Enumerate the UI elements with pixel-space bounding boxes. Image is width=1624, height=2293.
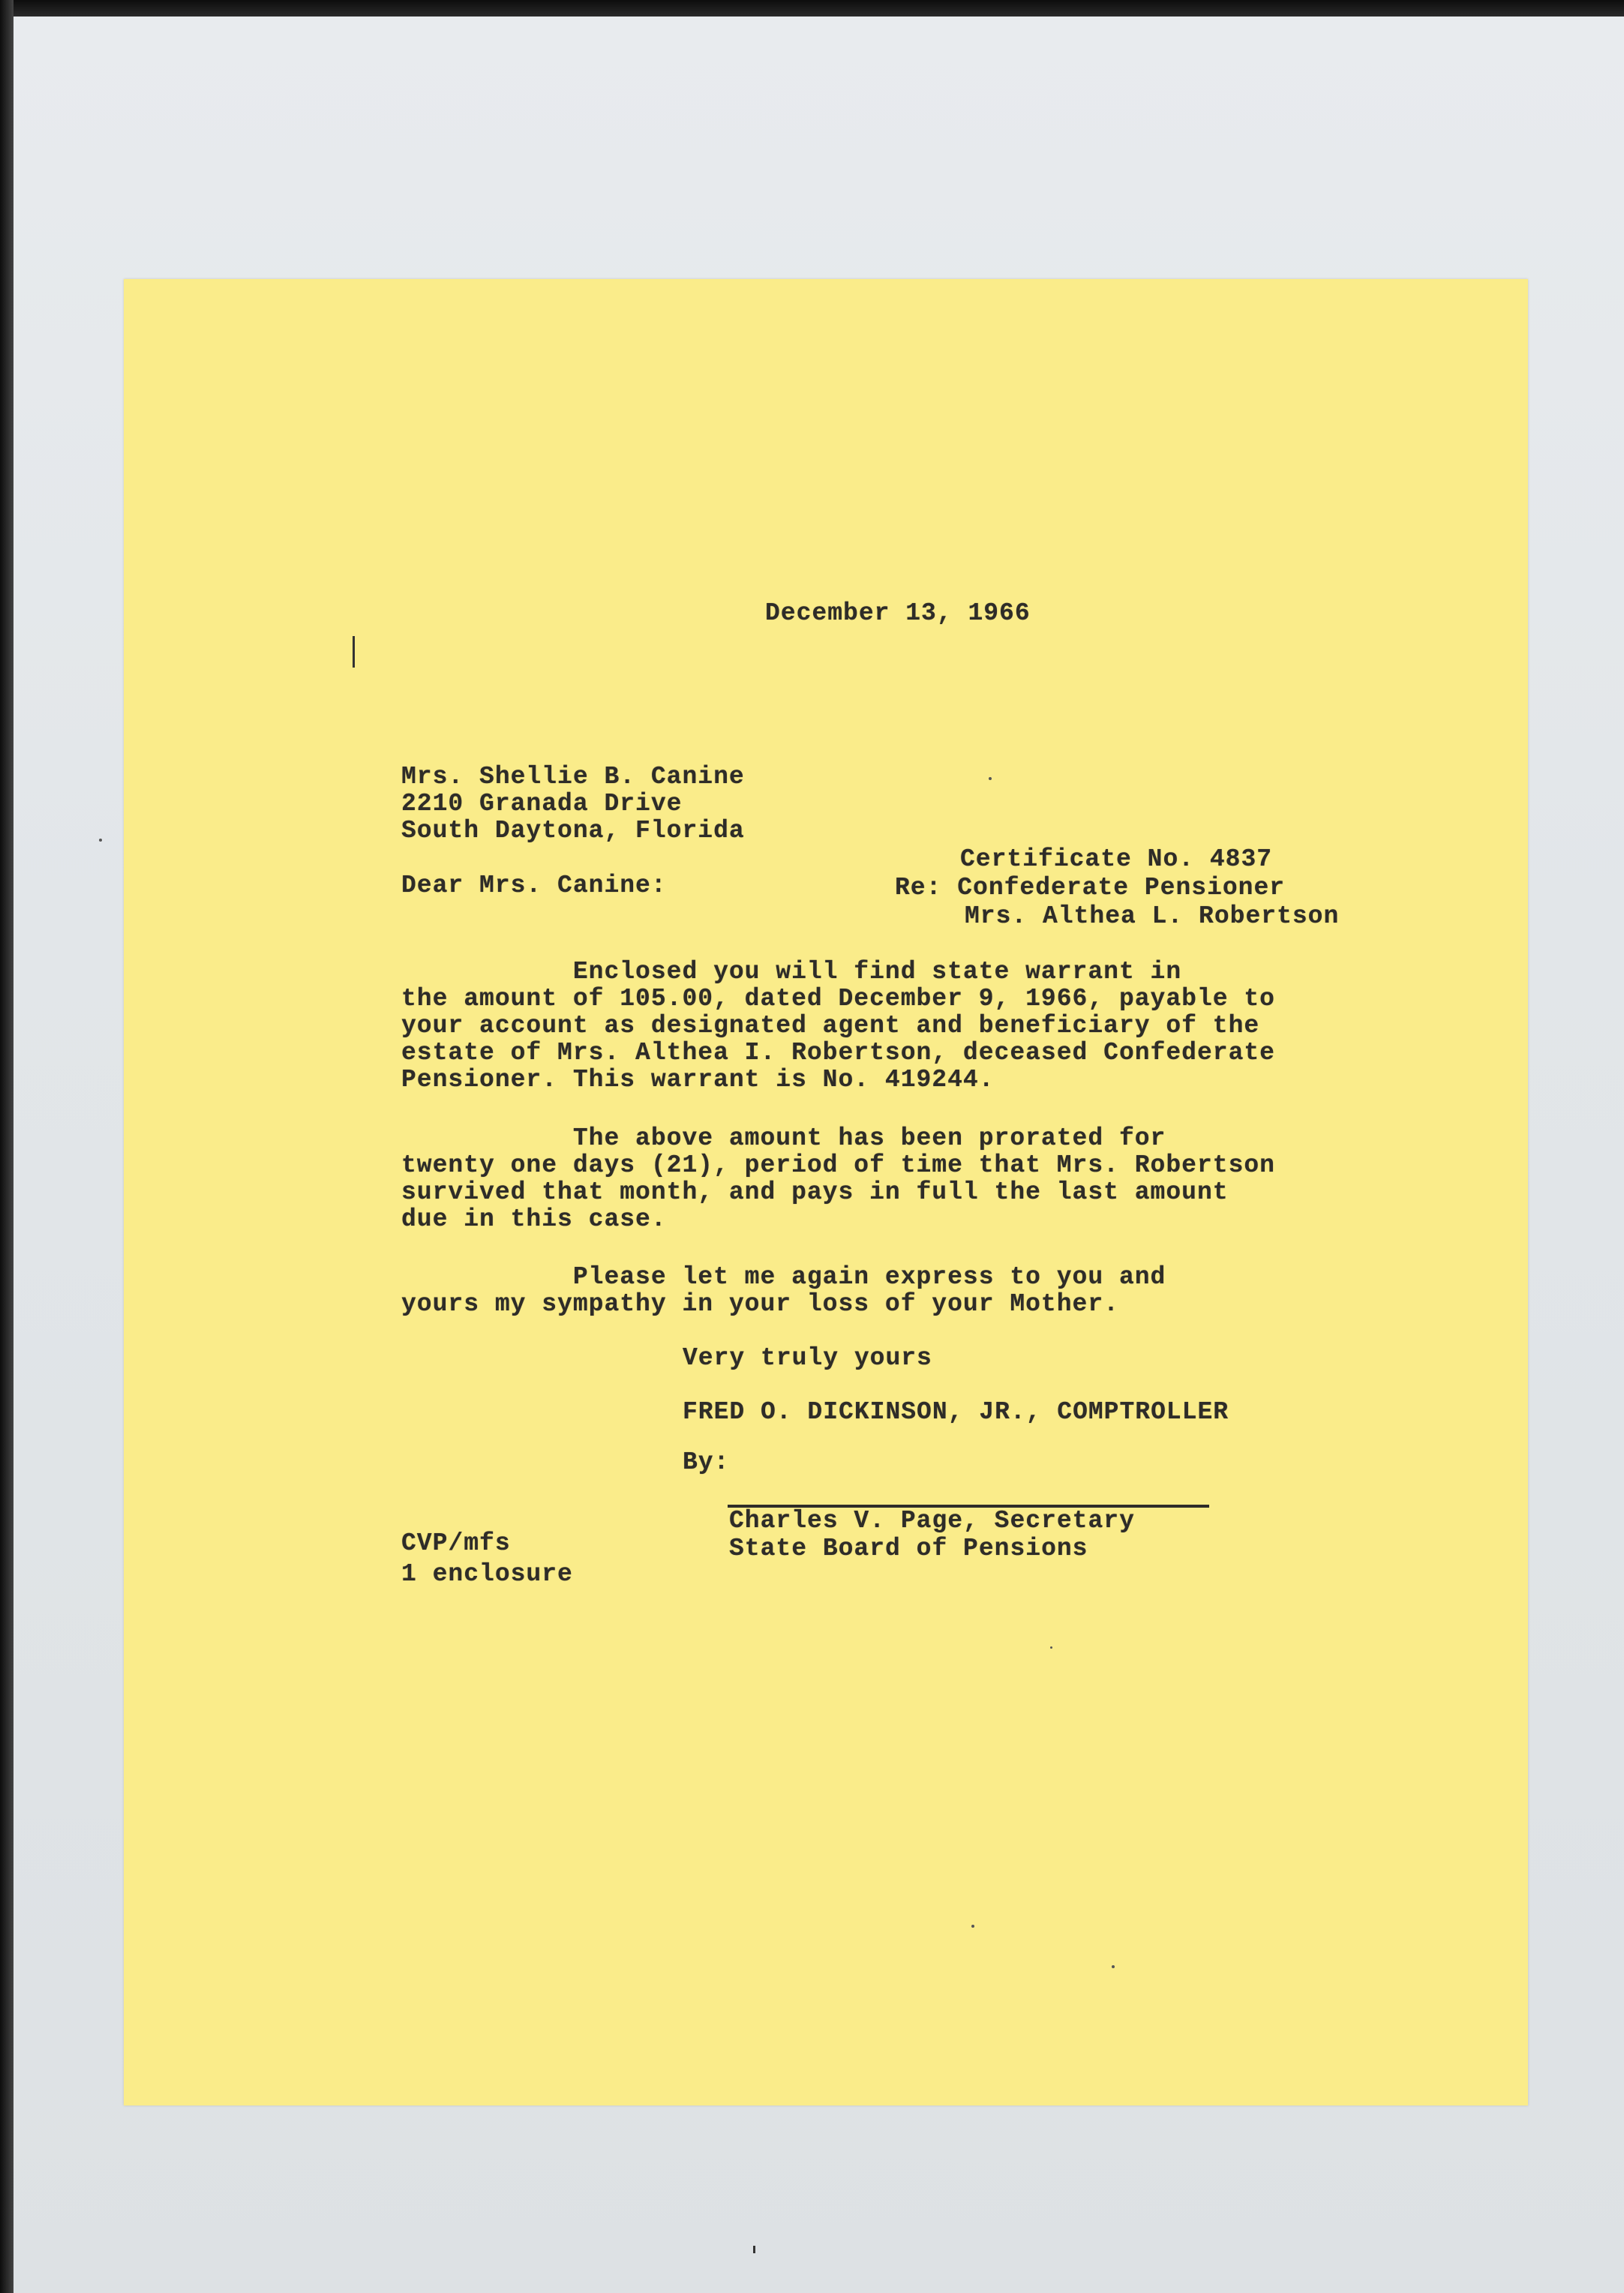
speck-mark <box>1112 1965 1115 1968</box>
typist-initials: CVP/mfs <box>401 1529 511 1557</box>
speck-mark <box>753 2246 755 2253</box>
paragraph-sympathy <box>401 1264 1166 1318</box>
paragraph-line: twenty one days (21), period of time that Mrs. Robertson <box>401 1151 1275 1179</box>
paragraph-line: survived that month, and pays in full the last amount <box>401 1178 1229 1206</box>
paragraph-line: your account as designated agent and beneficiary of the <box>401 1012 1260 1040</box>
scanner-top-edge <box>0 0 1624 17</box>
scanner-left-edge <box>0 0 14 2293</box>
paragraph-line: Pensioner. This warrant is No. 419244. <box>401 1066 995 1094</box>
pencil-mark <box>353 636 355 668</box>
recipient-name: Mrs. Shellie B. Canine <box>401 763 745 791</box>
paragraph-line: yours my sympathy in your loss of your Mother. <box>401 1290 1119 1318</box>
paragraph-line: the amount of 105.00, dated December 9, 1966, payable to <box>401 985 1275 1013</box>
paragraph-line: due in this case. <box>401 1205 667 1233</box>
recipient-city: South Daytona, Florida <box>401 817 745 845</box>
paragraph-line: estate of Mrs. Althea I. Robertson, deceased Confederate <box>401 1039 1275 1067</box>
speck-mark <box>1050 1646 1052 1649</box>
re-line: Re: Confederate Pensioner <box>895 874 1286 902</box>
comptroller-line: FRED O. DICKINSON, JR., COMPTROLLER <box>683 1398 1229 1426</box>
recipient-street: 2210 Granada Drive <box>401 790 683 818</box>
recipient-address <box>401 764 745 845</box>
certificate-number: Certificate No. 4837 <box>960 845 1273 873</box>
paragraph-warrant <box>401 959 1275 1094</box>
letter-date: December 13, 1966 <box>765 599 1031 627</box>
salutation: Dear Mrs. Canine: <box>401 872 667 899</box>
paragraph-proration <box>401 1125 1275 1233</box>
by-line: By: <box>683 1448 730 1476</box>
speck-mark <box>971 1925 974 1928</box>
signer-title: State Board of Pensions <box>729 1535 1088 1562</box>
signer-name: Charles V. Page, Secretary <box>729 1507 1135 1535</box>
closing: Very truly yours <box>683 1344 932 1372</box>
speck-mark <box>989 777 992 780</box>
paragraph-line: Enclosed you will find state warrant in <box>401 958 1182 986</box>
paragraph-line: The above amount has been prorated for <box>401 1124 1166 1152</box>
enclosure-note: 1 enclosure <box>401 1560 573 1588</box>
paragraph-line: Please let me again express to you and <box>401 1263 1166 1291</box>
pensioner-name: Mrs. Althea L. Robertson <box>965 902 1340 930</box>
speck-mark <box>99 839 102 842</box>
